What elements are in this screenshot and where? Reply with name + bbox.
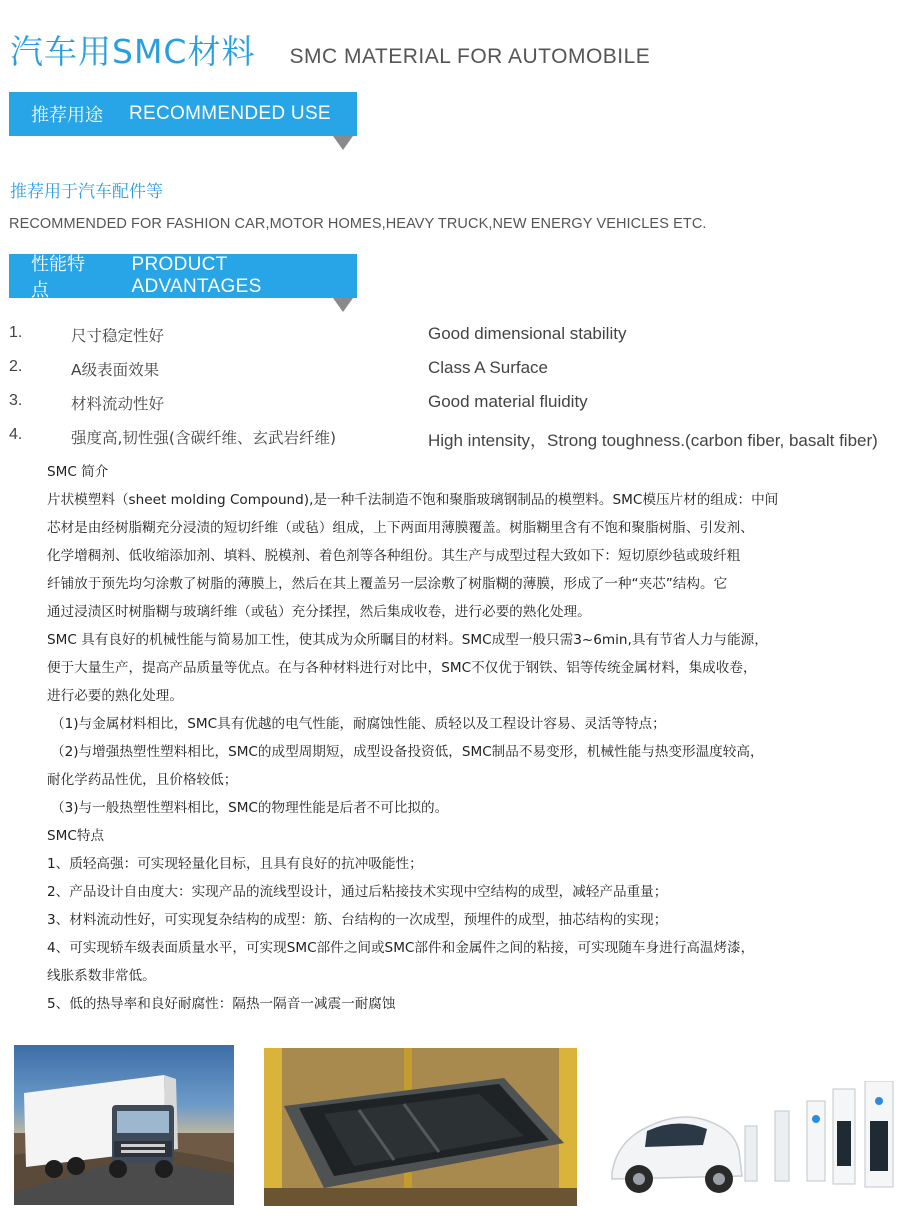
item-text-zh: 强度高,韧性强(含碳纤维、玄武岩纤维) bbox=[71, 429, 337, 447]
item-text-zh: A级表面效果 bbox=[71, 361, 160, 379]
recommended-text-zh: 推荐用于汽车配件等 bbox=[10, 182, 163, 202]
arrow-down-icon bbox=[333, 298, 353, 312]
smc-introduction bbox=[47, 458, 897, 1018]
banner-label-zh: 推荐用途 bbox=[31, 105, 103, 126]
item-text-zh: 尺寸稳定性好 bbox=[71, 327, 165, 345]
feature-line: 4、可实现轿车级表面质量水平，可实现SMC部件之间或SMC部件和金属件之间的粘接，可实现随车身进行高温烤漆， bbox=[47, 940, 755, 956]
banner-label-en: PRODUCT ADVANTAGES bbox=[131, 254, 262, 297]
item-text-en: Class A Surface bbox=[428, 358, 549, 377]
battery-tray-photo bbox=[264, 1048, 577, 1206]
recommended-text-en: RECOMMENDED FOR FASHION CAR,MOTOR HOMES,HEAVY TRUCK,NEW ENERGY VEHICLES ETC. bbox=[9, 216, 707, 232]
banner-label-en: RECOMMENDED USE bbox=[129, 103, 331, 124]
feature-line: 5、低的热导率和良好耐腐性：隔热一隔音一减震一耐腐蚀 bbox=[47, 996, 396, 1012]
intro-line: 便于大量生产，提高产品质量等优点。在与各种材料进行对比中，SMC不仅优于钢铁、铝等传统金属材料，集成收卷， bbox=[47, 660, 757, 676]
feature-line: 1、质轻高强：可实现轻量化目标，且具有良好的抗冲吸能性； bbox=[47, 856, 423, 872]
intro-line: （1)与金属材料相比，SMC具有优越的电气性能，耐腐蚀性能、质轻以及工程设计容易、灵活等特点； bbox=[51, 716, 666, 732]
page-title: 汽车用SMC材料 bbox=[10, 32, 256, 71]
item-text-en: Good dimensional stability bbox=[428, 324, 627, 343]
photo-gallery bbox=[0, 1043, 912, 1208]
intro-heading: SMC 简介 bbox=[47, 464, 109, 480]
intro-line: 片状模塑料（sheet molding Compound),是一种千法制造不饱和聚脂玻璃钢制品的模塑料。SMC模压片材的组成：中间 bbox=[47, 492, 779, 508]
intro-line: （2)与增强热塑性塑料相比，SMC的成型周期短，成型设备投资低，SMC制品不易变形，机械性能与热变形温度较高， bbox=[51, 744, 764, 760]
item-text-zh: 材料流动性好 bbox=[71, 395, 165, 413]
feature-line: 2、产品设计自由度大：实现产品的流线型设计，通过后粘接技术实现中空结构的成型，减轻产品重量； bbox=[47, 884, 668, 900]
intro-line: 纤铺放于预先均匀涂敷了树脂的薄膜上，然后在其上覆盖另一层涂敷了树脂糊的薄膜，形成了一种“夹芯”结构。它 bbox=[47, 576, 728, 592]
item-text-en: High intensity，Strong toughness.(carbon fiber, basalt fiber) bbox=[428, 431, 878, 450]
banner-label-zh: 性能特点 bbox=[31, 254, 85, 301]
item-number: 2. bbox=[9, 358, 23, 375]
feature-line: 3、材料流动性好，可实现复杂结构的成型：筋、台结构的一次成型，预埋件的成型，抽芯结构的实现； bbox=[47, 912, 668, 928]
recommended-use-banner bbox=[9, 92, 357, 136]
intro-line: 进行必要的熟化处理。 bbox=[47, 688, 183, 704]
intro-line: 芯材是由经树脂糊充分浸渍的短切纤维（或毡）组成，上下两面用薄膜覆盖。树脂糊里含有不饱和聚脂树脂、引发剂、 bbox=[47, 520, 754, 536]
intro-line: 耐化学药品性优，且价格较低； bbox=[47, 772, 238, 788]
advantage-item bbox=[0, 426, 912, 452]
item-text-en: Good material fluidity bbox=[428, 392, 588, 411]
item-number: 4. bbox=[9, 426, 23, 443]
product-advantages-banner bbox=[9, 254, 357, 301]
page-header bbox=[10, 26, 650, 76]
truck-photo bbox=[14, 1045, 234, 1205]
intro-line: SMC 具有良好的机械性能与简易加工性，使其成为众所瞩目的材料。SMC成型一般只需3~6min,具有节省人力与能源， bbox=[47, 632, 768, 648]
item-number: 1. bbox=[9, 324, 23, 341]
intro-line: （3)与一般热塑性塑料相比，SMC的物理性能是后者不可比拟的。 bbox=[51, 800, 449, 816]
arrow-down-icon bbox=[333, 136, 353, 150]
intro-line: 化学增稠剂、低收缩添加剂、填料、脱模剂、着色剂等各种组份。其生产与成型过程大致如下：短切原纱毡或玻纤粗 bbox=[47, 548, 741, 564]
advantage-item bbox=[0, 358, 912, 384]
page-subtitle: SMC MATERIAL FOR AUTOMOBILE bbox=[289, 45, 651, 68]
advantage-item bbox=[0, 324, 912, 350]
feature-line: 线胀系数非常低。 bbox=[47, 968, 156, 984]
item-number: 3. bbox=[9, 392, 23, 409]
features-heading: SMC特点 bbox=[47, 828, 105, 844]
electric-car-charging-photo bbox=[607, 1081, 904, 1203]
intro-line: 通过浸渍区时树脂糊与玻璃纤维（或毡）充分揉捏，然后集成收卷，进行必要的熟化处理。 bbox=[47, 604, 591, 620]
advantage-item bbox=[0, 392, 912, 418]
